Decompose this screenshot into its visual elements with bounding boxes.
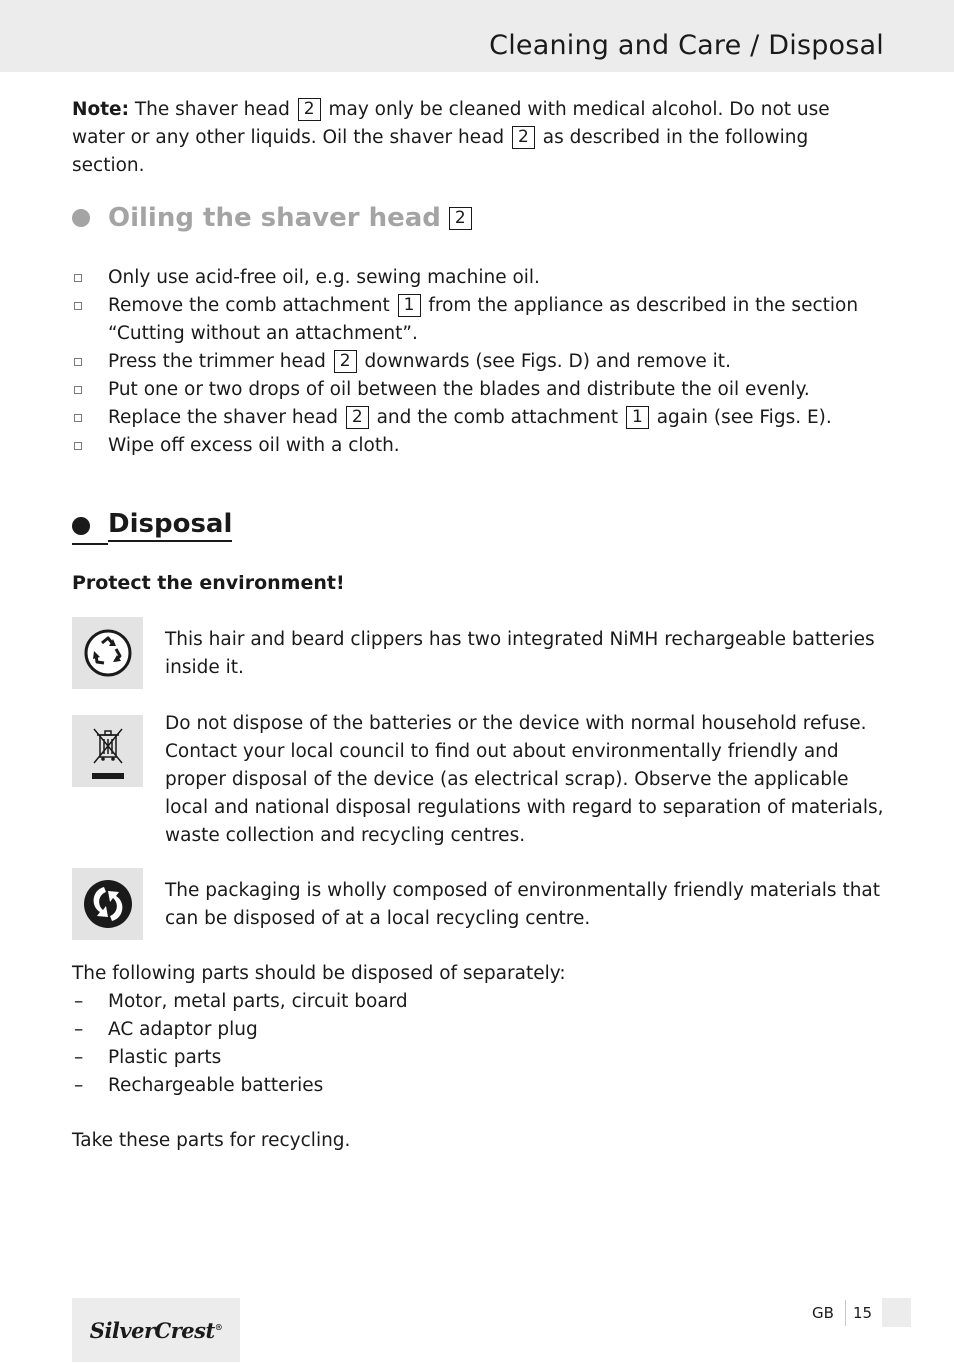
dash-bullet: – bbox=[74, 991, 84, 1012]
list-item: – Plastic parts bbox=[72, 1044, 408, 1072]
brand-name: SilverCrest bbox=[89, 1317, 215, 1343]
oiling-heading-text: Oiling the shaver head bbox=[108, 203, 441, 233]
oiling-steps-list bbox=[72, 264, 884, 460]
note-paragraph bbox=[72, 96, 884, 180]
checkbox-square-icon bbox=[74, 442, 82, 450]
note-text-3: as described in the following section. bbox=[72, 127, 809, 176]
checkbox-square-icon bbox=[74, 414, 82, 422]
crossed-bin-icon bbox=[72, 715, 143, 787]
note-text-2: may only be cleaned with medical alcohol. Do not use water or any other liquids. Oil the shaver head bbox=[72, 99, 830, 148]
green-dot-icon bbox=[72, 868, 143, 940]
disposal-heading-text: Disposal bbox=[108, 509, 232, 542]
registered-mark: ® bbox=[214, 1321, 223, 1332]
list-item: Put one or two drops of oil between the blades and distribute the oil evenly. bbox=[72, 376, 884, 404]
list-item: – AC adaptor plug bbox=[72, 1016, 408, 1044]
brand-logo bbox=[72, 1298, 240, 1362]
note-label: Note: bbox=[72, 99, 129, 120]
heading-underline bbox=[72, 543, 108, 545]
list-item: Only use acid-free oil, e.g. sewing machine oil. bbox=[72, 264, 884, 292]
ref-trimmer-head: 2 bbox=[334, 350, 357, 373]
ref-shaver-head: 2 bbox=[346, 406, 369, 429]
list-item: Wipe off excess oil with a cloth. bbox=[72, 432, 884, 460]
ref-shaver-head: 2 bbox=[512, 126, 535, 149]
ref-comb-attachment: 1 bbox=[398, 294, 421, 317]
checkbox-square-icon bbox=[74, 358, 82, 366]
disposal-rules-text: Do not dispose of the batteries or the device with normal household refuse. Contact your local council to find out about environmentally friendly and proper disposal of the device (as electrical scrap). Observe the applicable local and national disposal regulations with regard to separation of materials, waste collection and recycling centres. bbox=[165, 713, 884, 846]
list-item: Press the trimmer head 2 downwards (see Figs. D) and remove it. bbox=[72, 348, 884, 376]
oiling-heading bbox=[72, 203, 474, 233]
parts-list bbox=[72, 988, 408, 1100]
list-item: Remove the comb attachment 1 from the appliance as described in the section “Cutting without an attachment”. bbox=[72, 292, 884, 348]
note-text-1: The shaver head bbox=[128, 99, 296, 120]
list-item: Replace the shaver head 2 and the comb attachment 1 again (see Figs. E). bbox=[72, 404, 884, 432]
checkbox-square-icon bbox=[74, 386, 82, 394]
list-item: – Motor, metal parts, circuit board bbox=[72, 988, 408, 1016]
dash-bullet: – bbox=[74, 1075, 84, 1096]
heading-bullet-icon bbox=[72, 517, 90, 535]
ref-shaver-head: 2 bbox=[298, 98, 321, 121]
checkbox-square-icon bbox=[74, 302, 82, 310]
list-item: – Rechargeable batteries bbox=[72, 1072, 408, 1100]
header-band bbox=[0, 0, 954, 72]
recycle-icon bbox=[72, 617, 143, 689]
parts-intro: The following parts should be disposed of separately: bbox=[72, 963, 566, 984]
disposal-heading bbox=[72, 509, 232, 542]
page-title: Cleaning and Care / Disposal bbox=[489, 30, 884, 61]
footer-divider bbox=[845, 1300, 846, 1326]
ref-comb-attachment: 1 bbox=[626, 406, 649, 429]
closing-text: Take these parts for recycling. bbox=[72, 1130, 351, 1151]
ref-shaver-head: 2 bbox=[449, 207, 472, 230]
heading-bullet-icon bbox=[72, 209, 90, 227]
dash-bullet: – bbox=[74, 1047, 84, 1068]
protect-subheading: Protect the environment! bbox=[72, 572, 345, 594]
battery-info-text: This hair and beard clippers has two integrated NiMH rechargeable batteries inside it. bbox=[165, 629, 875, 678]
dash-bullet: – bbox=[74, 1019, 84, 1040]
checkbox-square-icon bbox=[74, 274, 82, 282]
language-code: GB bbox=[812, 1304, 834, 1322]
packaging-text: The packaging is wholly composed of environmentally friendly materials that can be disposed of at a local recycling centre. bbox=[165, 880, 881, 929]
page-number: 15 bbox=[853, 1304, 873, 1322]
footer-tab-block bbox=[882, 1298, 911, 1327]
